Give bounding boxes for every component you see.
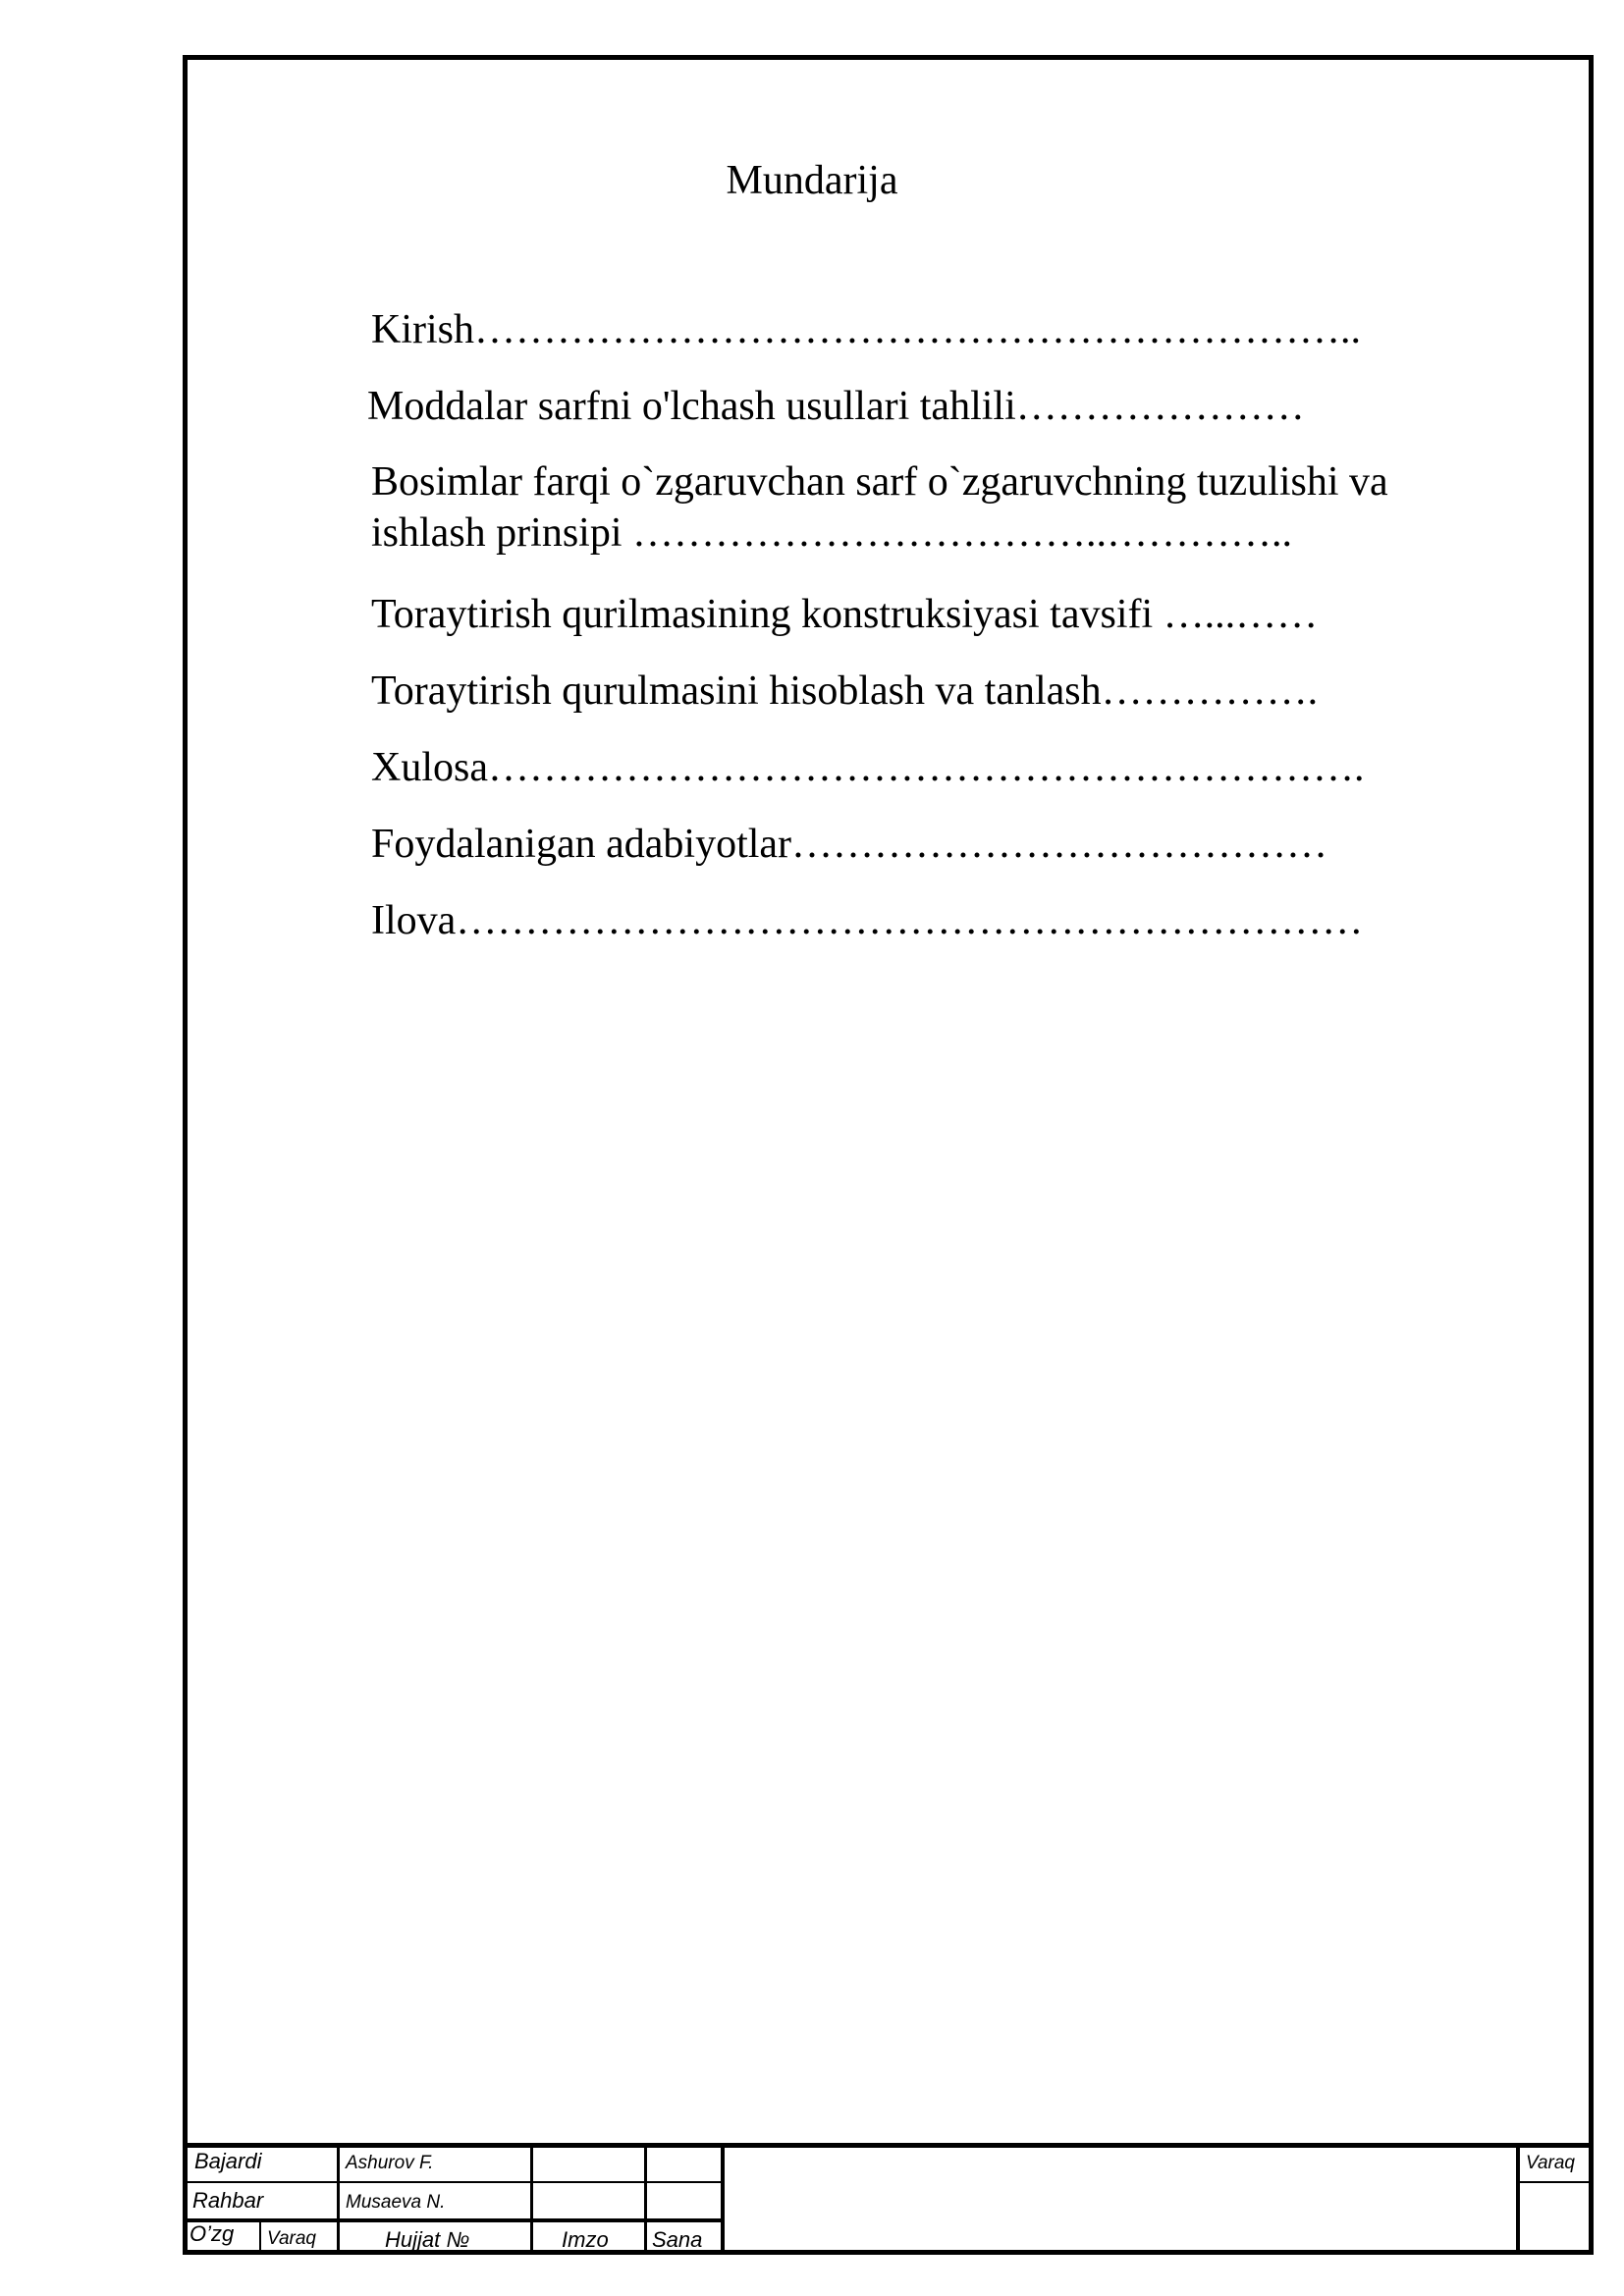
varaq-label: Varaq — [267, 2228, 316, 2249]
hujjat-label: Hujjat № — [385, 2227, 470, 2252]
toc-entry-adabiyotlar: Foydalanigan adabiyotlar………………………………… — [371, 822, 1328, 867]
bajardi-name: Ashurov F. — [346, 2153, 434, 2173]
toc-entry-konstruksiya: Toraytirish qurilmasining konstruksiyasi tavsifi …...…… — [371, 592, 1319, 637]
title-block-col-divider — [337, 2143, 340, 2255]
title-block-row-divider — [183, 2218, 722, 2222]
toc-entry-hisoblash: Toraytirish qurulmasini hisoblash va tanlash……………. — [371, 668, 1319, 714]
ozg-label: O’zg — [189, 2221, 235, 2246]
rahbar-name: Musaeva N. — [346, 2192, 446, 2213]
title-block-col-divider — [721, 2143, 725, 2255]
sheet-label: Varaq — [1526, 2153, 1575, 2173]
title-block-sheet-divider — [1518, 2181, 1594, 2183]
bajardi-label: Bajardi — [194, 2149, 262, 2173]
sana-label: Sana — [652, 2227, 703, 2252]
title-block-col-divider — [1516, 2143, 1520, 2255]
imzo-label: Imzo — [562, 2227, 609, 2252]
title-block-row-divider — [183, 2181, 722, 2183]
rahbar-label: Rahbar — [192, 2188, 264, 2213]
title-block-col-divider — [259, 2220, 261, 2255]
page-title: Mundarija — [726, 158, 898, 203]
title-block-col-divider — [530, 2143, 533, 2255]
toc-entry-bosimlar: Bosimlar farqi o`zgaruvchan sarf o`zgaruvchning tuzulishi va ishlash prinsipi ……………………………..………….. — [371, 459, 1388, 556]
title-block — [183, 2143, 1594, 2255]
toc-entry-kirish: Kirish……………………………………………………….. — [371, 307, 1361, 352]
toc-entry-moddalar: Moddalar sarfni o'lchash usullari tahlili………………… — [367, 384, 1305, 429]
toc-entry-ilova: Ilova………………………………………………………… — [371, 898, 1364, 943]
title-block-top-border — [183, 2143, 1594, 2148]
toc-entry-xulosa: Xulosa………………………………………………………. — [371, 745, 1365, 790]
title-block-col-divider — [644, 2143, 647, 2255]
